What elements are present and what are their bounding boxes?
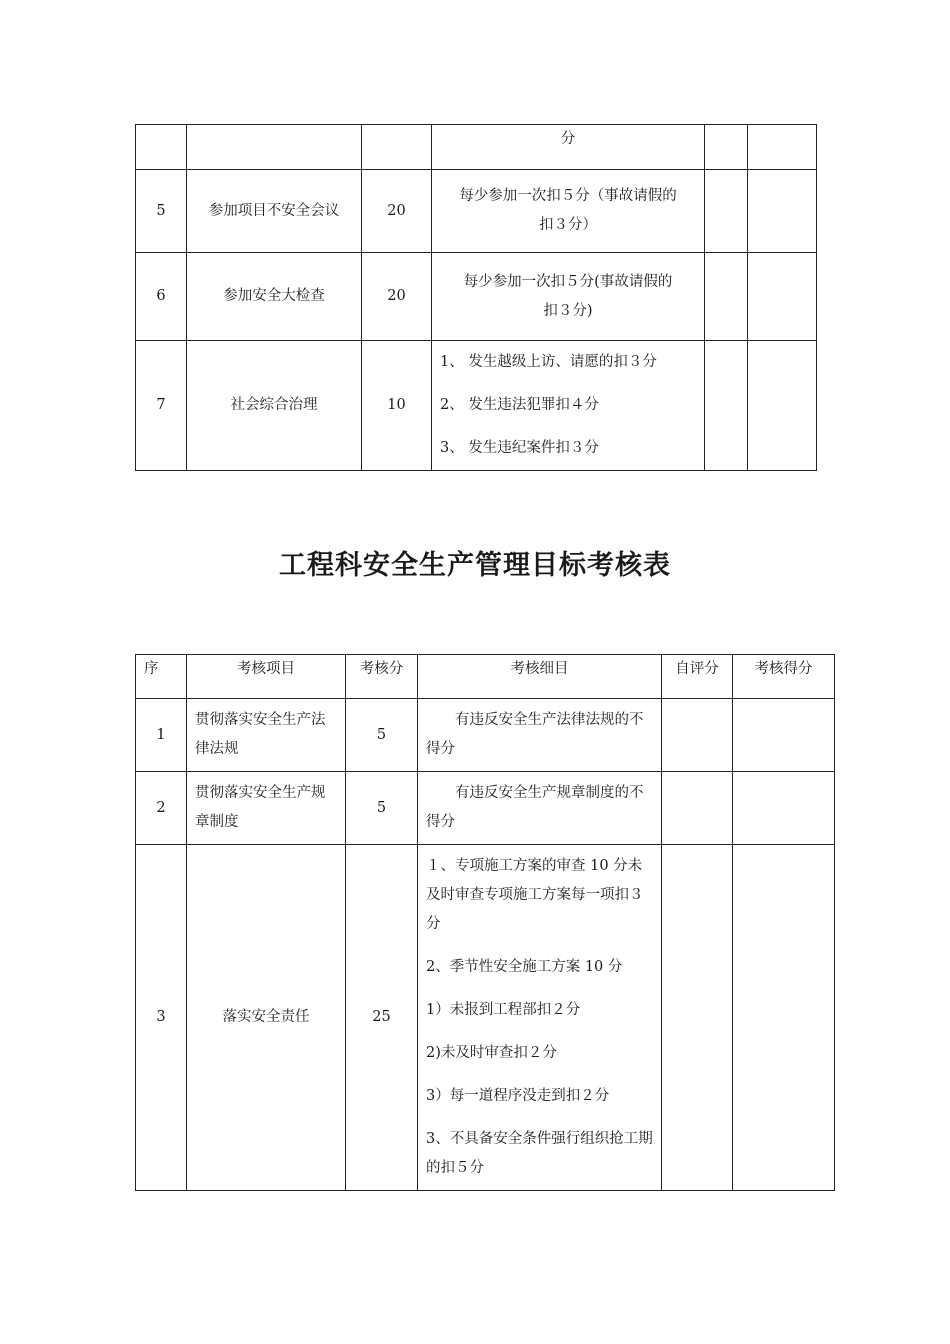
final-score-cell[interactable] [748,170,817,253]
assessment-item: 社会综合治理 [187,341,362,471]
row-number: 3 [136,845,187,1191]
assessment-item: 参加项目不安全会议 [187,170,362,253]
header-detail: 考核细目 [418,655,662,699]
final-score-cell[interactable] [733,699,835,772]
row-number: 6 [136,253,187,341]
final-score-cell[interactable] [733,845,835,1191]
page-title: 工程科安全生产管理目标考核表 [279,550,671,581]
header-final-score: 考核得分 [733,655,835,699]
assessment-score: 10 [362,341,432,471]
self-score-cell[interactable] [705,253,748,341]
table-row [136,699,835,772]
final-score-cell[interactable] [748,341,817,471]
row-number: 7 [136,341,187,471]
header-item: 考核项目 [187,655,346,699]
assessment-item: 贯彻落实安全生产法律法规 [187,699,346,772]
header-no: 序 [136,655,187,699]
assessment-item: 落实安全责任 [187,845,346,1191]
assessment-detail: 每少参加一次扣５分(事故请假的 扣３分) [432,253,705,341]
row-number: 1 [136,699,187,772]
row-number: 2 [136,772,187,845]
self-score-cell[interactable] [662,845,733,1191]
assessment-table [135,654,835,1191]
assessment-score: 5 [346,699,418,772]
table-row [136,253,817,341]
assessment-detail: 有违反安全生产规章制度的不得分 [418,772,662,845]
assessment-score: 25 [346,845,418,1191]
table-row [136,170,817,253]
header-score: 考核分 [346,655,418,699]
detail-cell: 分 [432,125,705,170]
header-self-score: 自评分 [662,655,733,699]
final-score-cell[interactable] [748,253,817,341]
self-score-cell[interactable] [705,170,748,253]
self-score-cell[interactable] [662,699,733,772]
table-row [136,772,835,845]
table-row [136,845,835,1191]
assessment-score: 5 [346,772,418,845]
assessment-detail: 每少参加一次扣５分（事故请假的 扣３分） [432,170,705,253]
assessment-score: 20 [362,253,432,341]
assessment-detail: １、专项施工方案的审查 10 分未及时审查专项施工方案每一项扣３分 2、季节性安全施工方案 10 分 1）未报到工程部扣２分 2)未及时审查扣２分 3）每一道程序没走到扣２分 3、不具备安全条件强行组织抢工期的扣５分 [418,845,662,1191]
assessment-score: 20 [362,170,432,253]
final-score-cell[interactable] [733,772,835,845]
table-row [136,125,817,170]
row-number: 5 [136,170,187,253]
assessment-item: 参加安全大检查 [187,253,362,341]
assessment-detail: 1、 发生越级上访、请愿的扣３分 2、 发生违法犯罪扣４分 3、 发生违纪案件扣３分 [432,341,705,471]
assessment-item: 贯彻落实安全生产规章制度 [187,772,346,845]
table-row [136,341,817,471]
table-header-row [136,655,835,699]
assessment-table-continued [135,124,817,471]
self-score-cell[interactable] [705,341,748,471]
assessment-detail: 有违反安全生产法律法规的不得分 [418,699,662,772]
self-score-cell[interactable] [662,772,733,845]
